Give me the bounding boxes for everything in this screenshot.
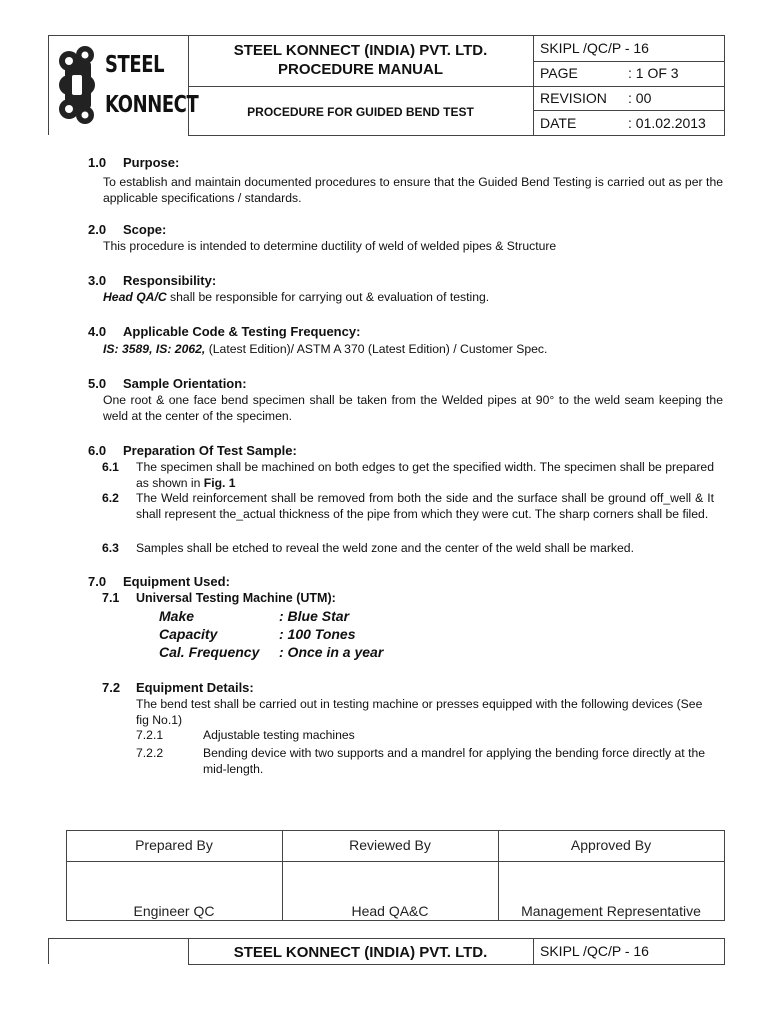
subsection-title-equipment-details: Equipment Details: [136, 680, 254, 695]
page-value: : 1 OF 3 [628, 65, 679, 81]
section-heading-purpose: 1.0 Purpose: [88, 155, 180, 170]
prepared-by-name: Engineer QC [133, 903, 215, 919]
detail-number-7-2-2: 7.2.2 [136, 746, 164, 760]
subsection-number-7-1: 7.1 [102, 591, 120, 605]
subsection-title-utm: Universal Testing Machine (UTM): [136, 591, 336, 605]
scope-text: This procedure is intended to determine ductility of weld of welded pipes & Structure [103, 239, 557, 253]
section-heading-preparation: 6.0 Preparation Of Test Sample: [88, 443, 297, 458]
footer-doc-number: SKIPL /QC/P - 16 [540, 943, 649, 959]
item-number-6-2: 6.2 [102, 491, 119, 505]
cal-frequency-value: : Once in a year [279, 644, 384, 660]
section-heading-scope: 2.0 Scope: [88, 222, 167, 237]
sample-orientation-text: One root & one face bend specimen shall be taken from the Welded pipes at 90° to the weld seam keeping the weld at the center of the specimen. [103, 393, 723, 423]
item-text-6-1: The specimen shall be machined on both edges to get the specified width. The specimen shall be prepared as shown in Fig. 1 [136, 460, 714, 490]
company-name: STEEL KONNECT (INDIA) PVT. LTD. [233, 42, 488, 59]
cal-frequency-label: Cal. Frequency [159, 644, 260, 660]
purpose-text: To establish and maintain documented procedures to ensure that the Guided Bend Testing is carried out as per the applicable specifications / standards. [103, 175, 723, 205]
manual-title: PROCEDURE MANUAL [278, 61, 443, 78]
logo-emblem-icon [55, 45, 101, 125]
procedure-title: PROCEDURE FOR GUIDED BEND TEST [247, 105, 474, 119]
capacity-value: : 100 Tones [279, 626, 356, 642]
footer-company-name: STEEL KONNECT (INDIA) PVT. LTD. [233, 944, 488, 961]
item-number-6-1: 6.1 [102, 460, 119, 474]
section-heading-equipment: 7.0 Equipment Used: [88, 574, 230, 589]
item-text-6-2: The Weld reinforcement shall be removed from both the side and the surface shall be ground off_well & It shall represent the_actual thickness of the pipe from which they were cut. The sharp corners shall be filed. [136, 491, 714, 521]
revision-value: : 00 [628, 90, 652, 106]
make-value: : Blue Star [279, 608, 350, 624]
page-label: PAGE [540, 65, 578, 81]
prepared-by-label: Prepared By [135, 837, 213, 853]
section-heading-applicable-code: 4.0 Applicable Code & Testing Frequency: [88, 324, 361, 339]
detail-text-7-2-2: Bending device with two supports and a mandrel for applying the bending force directly at the mid-length. [203, 746, 706, 776]
reviewed-by-label: Reviewed By [349, 837, 431, 853]
approved-by-name: Management Representative [521, 903, 701, 919]
date-label: DATE [540, 115, 577, 131]
detail-number-7-2-1: 7.2.1 [136, 728, 164, 742]
detail-text-7-2-1: Adjustable testing machines [203, 728, 355, 742]
capacity-label: Capacity [159, 626, 218, 642]
responsibility-text: Head QA/C shall be responsible for carrying out & evaluation of testing. [103, 290, 490, 304]
section-heading-sample-orientation: 5.0 Sample Orientation: [88, 376, 247, 391]
subsection-number-7-2: 7.2 [102, 680, 121, 695]
item-text-6-3: Samples shall be etched to reveal the weld zone and the center of the weld shall be marked. [136, 541, 634, 555]
approved-by-label: Approved By [570, 837, 652, 853]
logo-text-line1: STEEL [105, 52, 165, 78]
doc-number: SKIPL /QC/P - 16 [540, 40, 649, 56]
revision-label: REVISION [540, 90, 607, 106]
equipment-details-text: The bend test shall be carried out in testing machine or presses equipped with the following devices (See fig No.1) [136, 697, 703, 727]
section-heading-responsibility: 3.0 Responsibility: [88, 273, 217, 288]
item-number-6-3: 6.3 [102, 541, 119, 555]
make-label: Make [159, 608, 195, 624]
applicable-code-text: IS: 3589, IS: 2062, (Latest Edition)/ ASTM A 370 (Latest Edition) / Customer Spec. [103, 342, 548, 356]
date-value: : 01.02.2013 [628, 115, 706, 131]
logo-text-line2: KONNECT [105, 92, 199, 118]
reviewed-by-name: Head QA&C [351, 903, 429, 919]
